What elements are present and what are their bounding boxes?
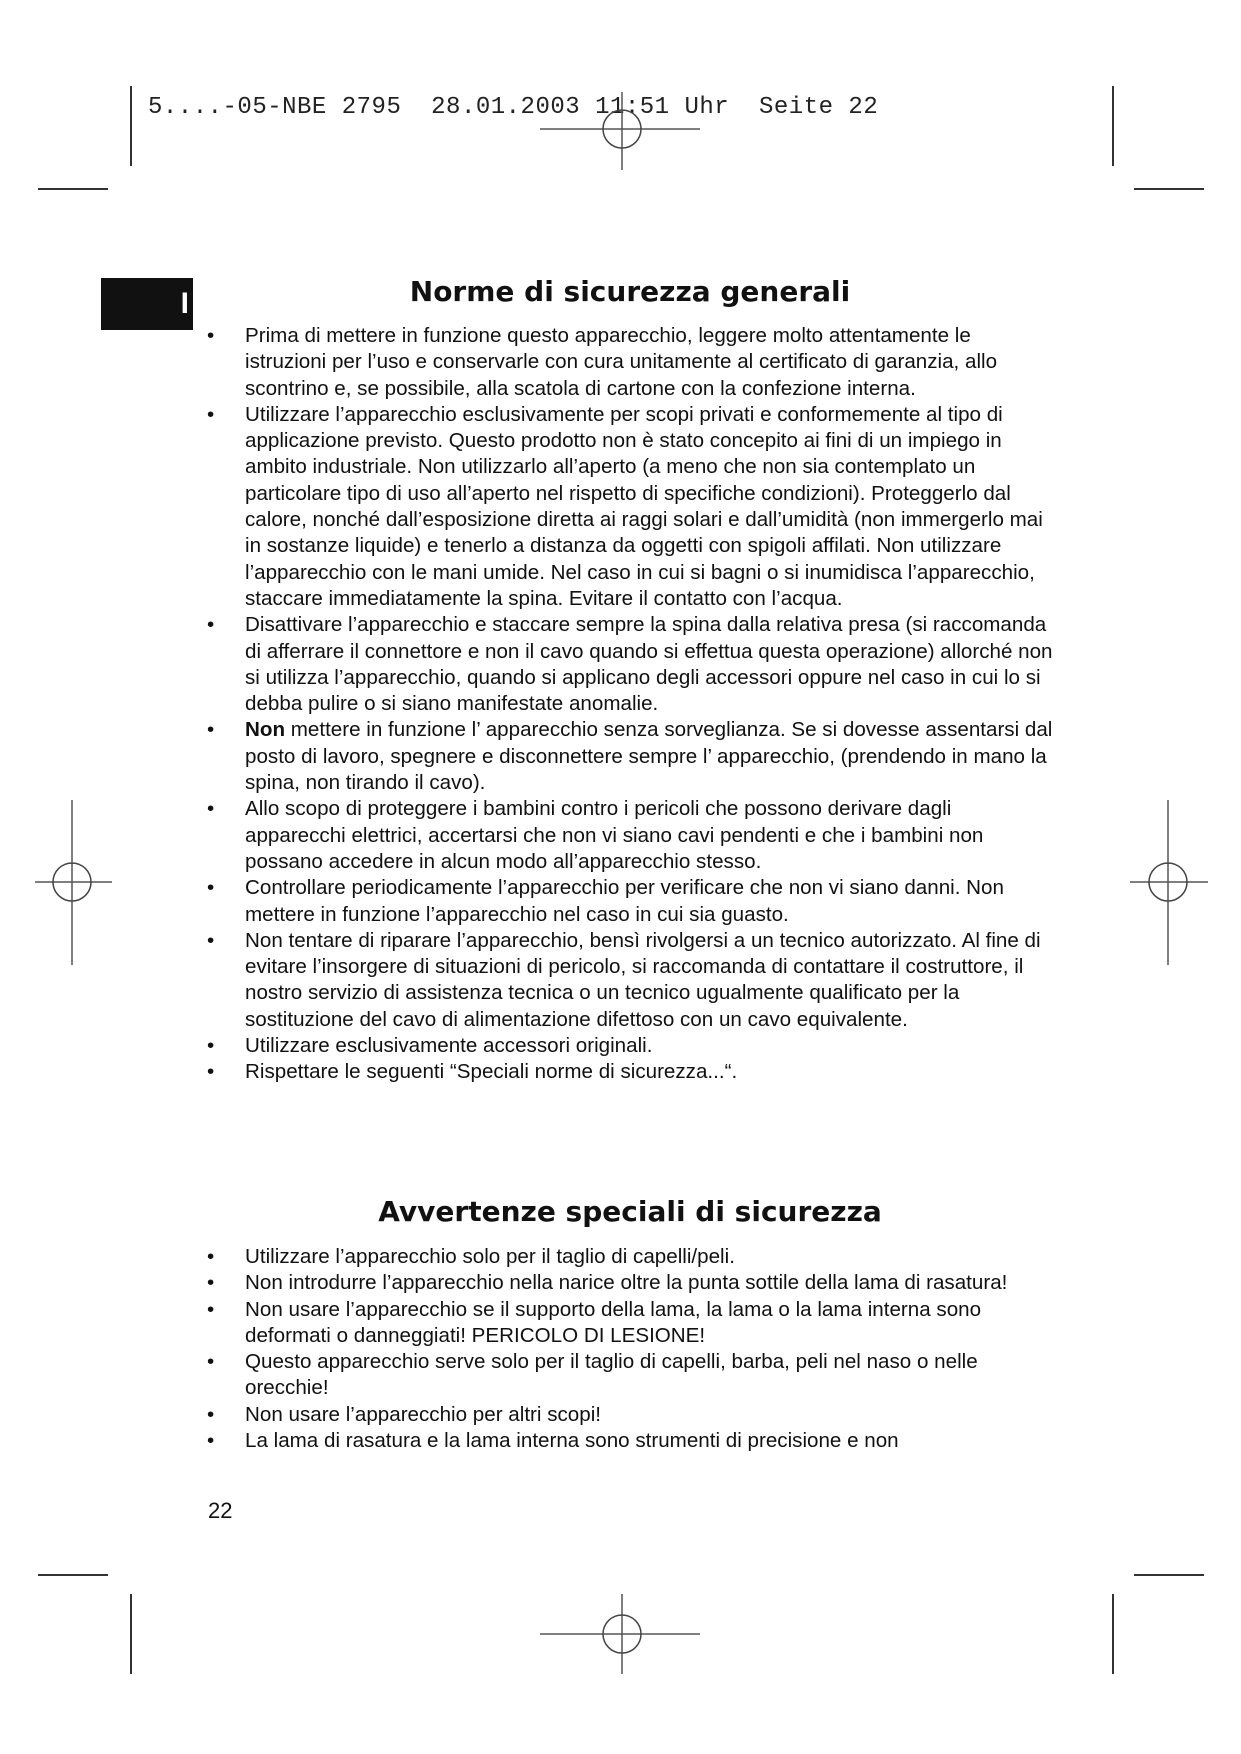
section-title-general-safety: Norme di sicurezza generali: [409, 275, 851, 308]
list-item: • Non usare l’apparecchio se il supporto della lama, la lama o la lama interna sono deformati o danneggiati! PERICOLO DI LESIONE!: [207, 1297, 982, 1347]
special-warnings-list: [207, 1244, 1057, 1454]
list-item-text: Disattivare l’apparecchio e staccare sempre la spina dalla relativa presa (si raccomanda di afferrare il connettore e non il cavo quando si effettua questa operazione) allorché non si utilizza l’apparecchio, quando si applicano degli accessori oppure nel caso in cui lo si debba pulire o si siano manifestate anomalie.: [245, 613, 1053, 716]
list-item-text: La lama di rasatura e la lama interna sono strumenti di precisione e non: [245, 1429, 899, 1453]
list-item-text: Prima di mettere in funzione questo apparecchio, leggere molto attentamente le istruzioni per l’uso e conservarle con cura unitamente al certificato di garanzia, allo scontrino e, se possibile, alla scatola di cartone con la confezione interna.: [245, 324, 998, 400]
list-item-text: Non usare l’apparecchio per altri scopi!: [245, 1402, 601, 1426]
crop-mark-bottom-right-v: [1112, 1594, 1114, 1674]
list-item: • Utilizzare l’apparecchio esclusivamente per scopi privati e conformemente al tipo di applicazione previsto. Questo prodotto non è stato concepito ai fini di un impiego in ambito industriale. Non utilizzarlo all’aperto (a meno che non sia contemplato un particolare tipo di uso all’aperto nel rispetto di specifiche condizioni). Proteggerlo dal calore, nonché dall’esposizione diretta ai raggi solari e dall’umidità (non immergerlo mai in sostanze liquide) e tenerlo a distanza da oggetti con spigoli affilati. Non utilizzare l’apparecchio con le mani umide. Nel caso in cui si bagni o si inumidisca l’apparecchio, staccare immediatamente la spina. Evitare il contatto con l’acqua.: [207, 402, 1043, 610]
crop-mark-top-right-h: [1134, 188, 1204, 190]
list-item-text: Questo apparecchio serve solo per il taglio di capelli, barba, peli nel naso o nelle orecchie!: [245, 1350, 978, 1400]
list-item-text: Utilizzare l’apparecchio esclusivamente per scopi privati e conformemente al tipo di applicazione previsto. Questo prodotto non è stato concepito ai fini di un impiego in ambito industriale. Non utilizzarlo all’aperto (a meno che non sia contemplato un particolare tipo di uso all’aperto nel rispetto di specifiche condizioni). Proteggerlo dal calore, nonché dall’esposizione diretta ai raggi solari e dall’umidità (non immergerlo mai in sostanze liquide) e tenerlo a distanza da oggetti con spigoli affilati. Non utilizzare l’apparecchio con le mani umide. Nel caso in cui si bagni o si inumidisca l’apparecchio, staccare immediatamente la spina. Evitare il contatto con l’acqua.: [245, 402, 1043, 610]
list-item: • Non mettere in funzione l’ apparecchio senza sorveglianza. Se si dovesse assentarsi dal posto di lavoro, spegnere e disconnettere sempre l’ apparecchio, (prendendo in mano la spina, non tirando il cavo).: [207, 718, 1053, 795]
list-item: • Utilizzare l’apparecchio solo per il taglio di capelli/peli.: [207, 1245, 735, 1268]
crop-mark-top-left-h: [38, 188, 108, 190]
page-number: 22: [208, 1498, 233, 1523]
registration-mark-left-icon: [30, 800, 120, 965]
list-item: • La lama di rasatura e la lama interna sono strumenti di precisione e non: [207, 1429, 899, 1453]
print-slug-line: 5....-05-NBE 2795 28.01.2003 11:51 Uhr Seite 22: [148, 94, 879, 121]
list-item-text: Controllare periodicamente l’apparecchio per verificare che non vi siano danni. Non mettere in funzione l’apparecchio nel caso in cui sia guasto.: [245, 876, 1004, 926]
registration-mark-right-icon: [1120, 800, 1210, 965]
general-safety-list: [207, 323, 1057, 1086]
language-tab: [101, 278, 193, 330]
list-item-text: Non tentare di riparare l’apparecchio, bensì rivolgersi a un tecnico autorizzato. Al fine di evitare l’insorgere di situazioni di pericolo, si raccomanda di contattare il costruttore, il nostro servizio di assistenza tecnica o un tecnico ugualmente qualificato per la sostituzione del cavo di alimentazione difettoso con un cavo equivalente.: [245, 928, 1041, 1031]
crop-mark-top-left-v: [130, 86, 132, 166]
list-item: • Non introdurre l’apparecchio nella narice oltre la punta sottile della lama di rasatura!: [207, 1271, 1008, 1295]
list-item-prefix: Non: [245, 718, 286, 742]
list-item-text: Allo scopo di proteggere i bambini contro i pericoli che possono derivare dagli apparecchi elettrici, accertarsi che non vi siano cavi pendenti e che i bambini non possano accedere in alcun modo all’apparecchio stesso.: [245, 797, 984, 873]
list-item-text: Non usare l’apparecchio se il supporto della lama, la lama o la lama interna sono deformati o danneggiati! PERICOLO DI LESIONE!: [245, 1297, 982, 1347]
crop-mark-bottom-right-h: [1134, 1574, 1204, 1576]
list-item: • Controllare periodicamente l’apparecchio per verificare che non vi siano danni. Non mettere in funzione l’apparecchio nel caso in cui sia guasto.: [207, 876, 1004, 926]
language-tab-label: I: [180, 287, 189, 320]
list-item-text: Utilizzare esclusivamente accessori originali.: [245, 1034, 653, 1058]
list-item: • Questo apparecchio serve solo per il taglio di capelli, barba, peli nel naso o nelle orecchie!: [207, 1350, 978, 1400]
list-item: • Non tentare di riparare l’apparecchio, bensì rivolgersi a un tecnico autorizzato. Al fine di evitare l’insorgere di situazioni di pericolo, si raccomanda di contattare il costruttore, il nostro servizio di assistenza tecnica o un tecnico ugualmente qualificato per la sostituzione del cavo di alimentazione difettoso con un cavo equivalente.: [207, 928, 1041, 1031]
list-item-text: mettere in funzione l’ apparecchio senza sorveglianza. Se si dovesse assentarsi dal posto di lavoro, spegnere e disconnettere sempre l’ apparecchio, (prendendo in mano la spina, non tirando il cavo).: [245, 718, 1053, 795]
list-item: • Disattivare l’apparecchio e staccare sempre la spina dalla relativa presa (si raccomanda di afferrare il connettore e non il cavo quando si effettua questa operazione) allorché non si utilizza l’apparecchio, quando si applicano degli accessori oppure nel caso in cui lo si debba pulire o si siano manifestate anomalie.: [207, 613, 1053, 716]
crop-mark-top-right-v: [1112, 86, 1114, 166]
list-item: • Allo scopo di proteggere i bambini contro i pericoli che possono derivare dagli apparecchi elettrici, accertarsi che non vi siano cavi pendenti e che i bambini non possano accedere in alcun modo all’apparecchio stesso.: [207, 797, 984, 873]
list-item-text: Rispettare le seguenti “Speciali norme di sicurezza...“.: [245, 1060, 738, 1084]
list-item-text: Non introdurre l’apparecchio nella narice oltre la punta sottile della lama di rasatura!: [245, 1271, 1008, 1295]
list-item: • Utilizzare esclusivamente accessori originali.: [207, 1034, 653, 1058]
list-item-text: Utilizzare l’apparecchio solo per il taglio di capelli/peli.: [245, 1245, 735, 1268]
registration-mark-bottom-icon: [540, 1594, 700, 1674]
list-item: • Rispettare le seguenti “Speciali norme di sicurezza...“.: [207, 1060, 738, 1084]
section-title-special-warnings: Avvertenze speciali di sicurezza: [378, 1195, 882, 1228]
list-item: • Non usare l’apparecchio per altri scopi!: [207, 1402, 601, 1426]
crop-mark-bottom-left-h: [38, 1574, 108, 1576]
list-item: • Prima di mettere in funzione questo apparecchio, leggere molto attentamente le istruzioni per l’uso e conservarle con cura unitamente al certificato di garanzia, allo scontrino e, se possibile, alla scatola di cartone con la confezione interna.: [207, 324, 998, 400]
crop-mark-bottom-left-v: [130, 1594, 132, 1674]
registration-mark-top-icon: [540, 92, 700, 172]
